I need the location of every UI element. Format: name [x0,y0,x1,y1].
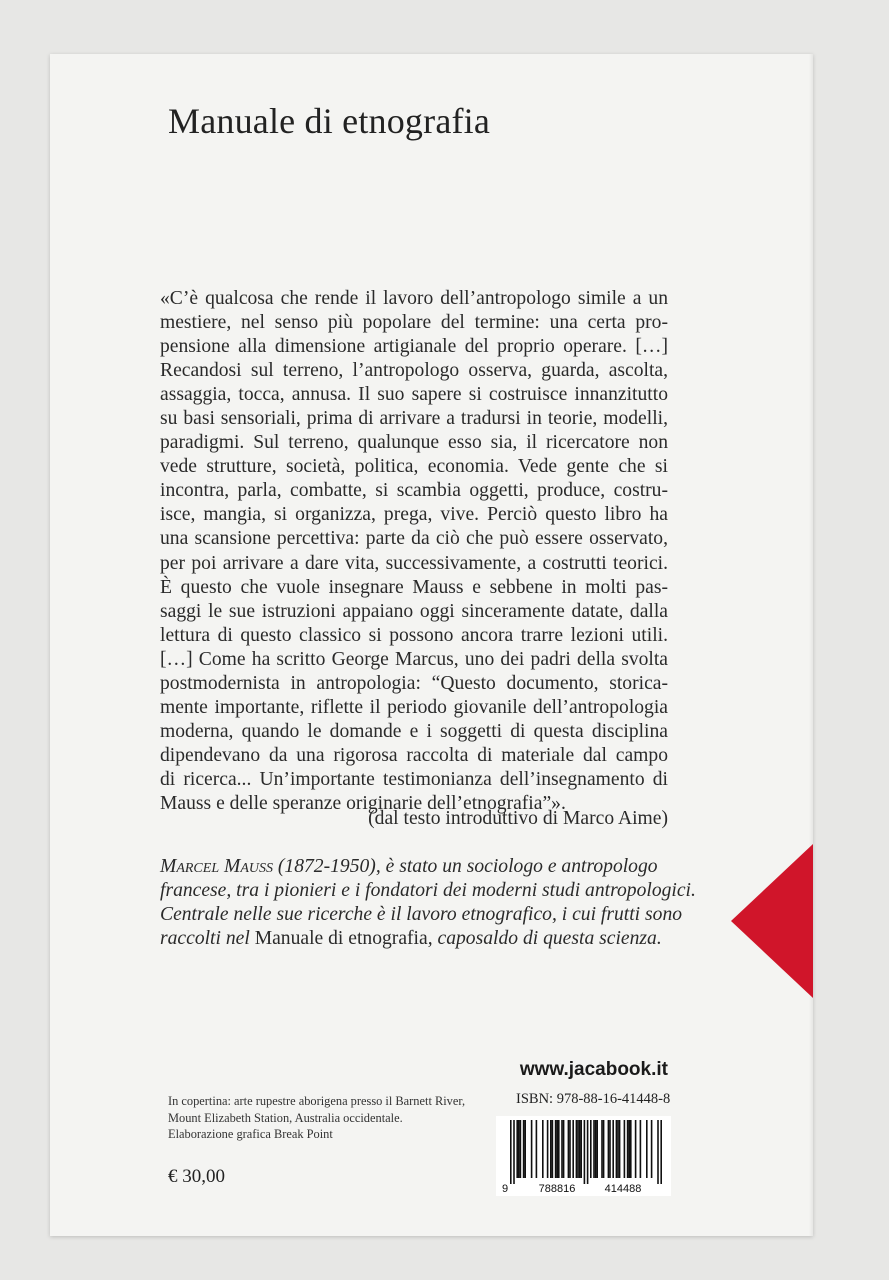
price-label: € 30,00 [168,1166,225,1187]
book-title: Manuale di etnografia [168,101,491,141]
quote-line: vede strutture, società, politica, economia. Vede gente che si [160,456,668,478]
quote-line: su basi sensoriali, prima di arrivare a tradursi in teorie, modelli, [160,408,668,430]
barcode-bar [552,1120,554,1178]
barcode-bar [651,1120,653,1178]
cover-edge-shade [809,54,813,1236]
barcode-bar [580,1120,582,1178]
quote-line: pensione alla dimensione artigianale del proprio operare. […] [160,336,668,358]
quote-line: Recandosi sul terreno, l’antropologo osserva, guarda, ascolta, [160,360,668,382]
bio-line: Centrale nelle sue ricerche è il lavoro etnografico, i cui frutti sono [160,904,683,926]
barcode-bar [595,1120,597,1178]
bio-book-title: Manuale di etnografia [254,928,428,950]
barcode-bar [584,1120,586,1184]
quote-line: lettura di questo classico si possono ancora trarre lezioni utili. [160,624,668,646]
publisher-website: www.jacabook.it [519,1059,668,1080]
isbn-barcode [496,1116,671,1196]
barcode-bar [596,1120,598,1178]
quote-line: di ricerca... Un’importante testimonianza dell’insegnamento di [160,768,668,790]
bio-text: , caposaldo di questa scienza. [427,928,662,950]
barcode-bar [510,1120,512,1184]
barcode-bar [660,1120,662,1184]
barcode-bar [617,1120,619,1178]
cover-credits [168,1093,465,1143]
barcode-bar [568,1120,570,1178]
barcode-bar [524,1120,526,1178]
credits-line: Elaborazione grafica Break Point [168,1127,333,1141]
barcode-bar [555,1120,557,1178]
bio-text: (1872-1950), è stato un sociologo e antropologo [272,856,658,877]
barcode-first-digit: 9 [502,1183,509,1195]
barcode-bar [590,1120,592,1178]
barcode-bar [531,1120,533,1178]
isbn-text: ISBN: 978-88-16-41448-8 [516,1091,671,1107]
barcode-bar [612,1120,614,1178]
quote-line: Mauss e delle speranze originarie dell’etnografia”». [160,792,566,814]
quote-line: assaggia, tocca, annusa. Il suo sapere si costruisce innanzitutto [160,384,668,406]
quote-line: paradigmi. Sul terreno, qualunque esso sia, il ricercatore non [160,432,668,454]
red-triangle-marker [731,844,813,998]
barcode-bar [518,1120,520,1178]
barcode-bar [547,1120,549,1178]
barcode-bar [593,1120,595,1178]
barcode-bar [542,1120,544,1178]
barcode-bar [577,1120,579,1178]
barcode-bar [563,1120,565,1178]
barcode-bar [608,1120,610,1178]
credits-line: In copertina: arte rupestre aborigena presso il Barnett River, [168,1094,466,1108]
bio-line: francese, tra i pionieri e i fondatori dei moderni studi antropologici. [160,880,696,902]
barcode-bar [609,1120,611,1178]
barcode-bar [657,1120,659,1184]
book-back-cover [50,54,813,1236]
barcode-bar [628,1120,630,1178]
barcode-bar [619,1120,621,1178]
bio-line [160,927,668,951]
quote-line: moderna, quando le domande e i soggetti di questa disciplina [160,720,668,742]
quote-attribution: (dal testo introduttivo di Marco Aime) [368,808,668,829]
barcode-bar [646,1120,648,1178]
quote-line: «C’è qualcosa che rende il lavoro dell’antropologo simile a un [160,288,668,309]
quote-line: saggi le sue istruzioni appaiano oggi sinceramente datate, dalla [160,600,668,622]
barcode-bar [603,1120,605,1178]
author-name: Marcel Mauss [160,856,273,877]
quote-line: isce, mangia, si organizza, prega, vive. Perciò questo libro ha [160,504,668,526]
barcode-bar [627,1120,629,1178]
barcode-bar [576,1120,578,1178]
quote-line: dipendevano da una rigorosa raccolta di materiale dal campo [160,744,668,766]
barcode-bar [601,1120,603,1178]
barcode-left-group: 788816 [538,1183,576,1195]
barcode-bar [616,1120,618,1178]
barcode-bar [516,1120,518,1178]
barcode-bar [558,1120,560,1178]
quote-line: per poi arrivare a dare vita, successivamente, a costrutti teorici. [160,552,668,574]
barcode-bar [635,1120,637,1178]
barcode-bar [561,1120,563,1178]
barcode-right-group: 414488 [604,1183,642,1195]
quote-line: una scansione percettiva: parte da ciò che può essere osservato, [160,528,668,550]
bio-line [160,855,668,879]
barcode-bar [536,1120,538,1178]
barcode-bar [569,1120,571,1178]
barcode-bar [513,1120,515,1184]
barcode-bar [520,1120,522,1178]
quote-line: È questo che vuole insegnare Mauss e sebbene in molti pas- [160,576,668,598]
barcode-bar [523,1120,525,1178]
barcode-bar [572,1120,574,1178]
quote-line: postmodernista in antropologia: “Questo documento, storica- [160,672,668,694]
barcode-background [496,1116,671,1196]
barcode-bar [587,1120,589,1184]
barcode-bar [556,1120,558,1178]
credits-line: Mount Elizabeth Station, Australia occidentale. [168,1110,403,1125]
quote-line: incontra, parla, combatte, si scambia oggetti, produce, costru- [160,480,668,502]
bio-text: raccolti nel [160,928,255,950]
barcode-bar [579,1120,581,1178]
barcode-bar [550,1120,552,1178]
quote-line: […] Come ha scritto George Marcus, uno dei padri della svolta [160,648,668,670]
quote-line: mestiere, nel senso più popolare del termine: una certa pro- [160,312,668,334]
barcode-bar [640,1120,642,1178]
barcode-bar [630,1120,632,1178]
author-bio [160,855,696,951]
quote-line: mente importante, riflette il periodo giovanile dell’antropologia [160,696,668,718]
blurb-quote [160,287,668,816]
barcode-bar [624,1120,626,1178]
